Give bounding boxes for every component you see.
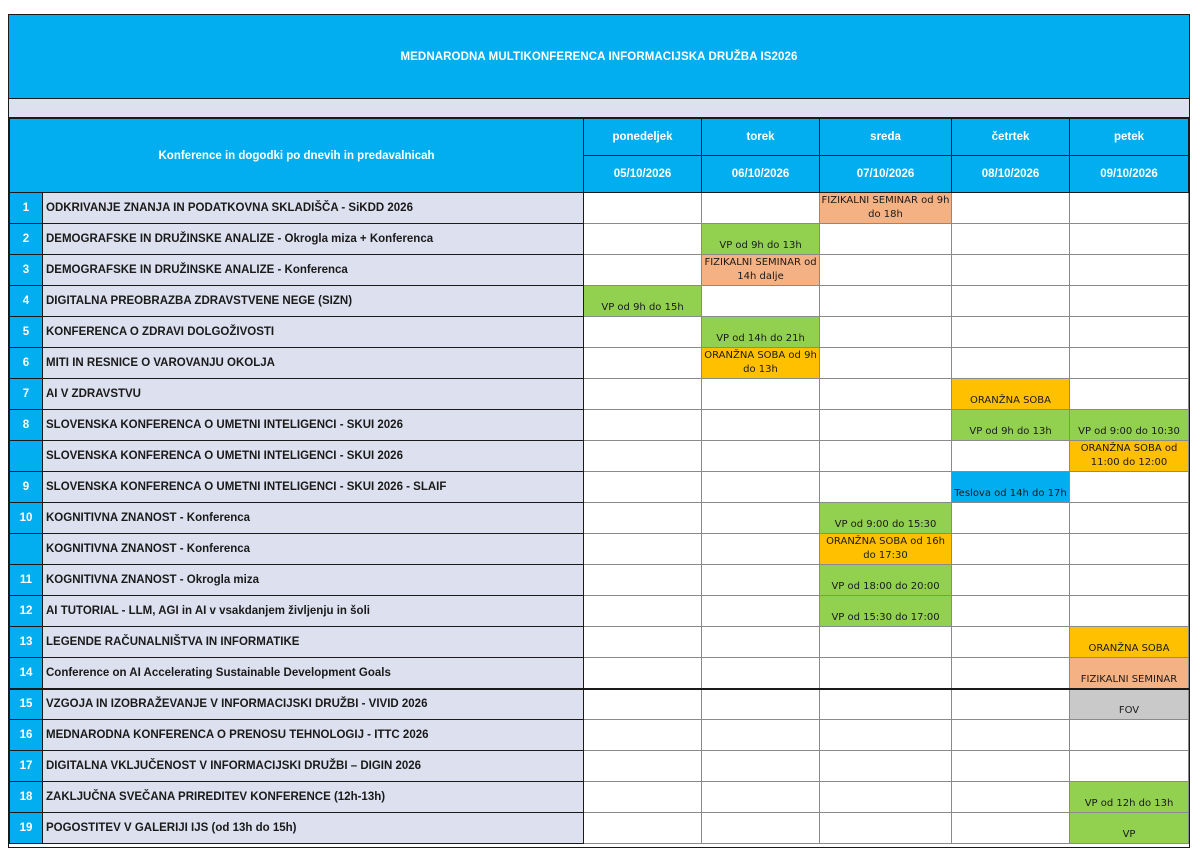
empty-slot [820, 782, 952, 813]
schedule-slot: FIZIKALNI SEMINAR od 14h dalje [702, 255, 820, 286]
empty-slot [702, 286, 820, 317]
day-date-tue: 06/10/2026 [702, 156, 820, 193]
table-row [10, 658, 1189, 689]
empty-slot [702, 441, 820, 472]
event-name: MITI IN RESNICE O VAROVANJU OKOLJA [43, 348, 584, 379]
row-number: 1 [10, 193, 43, 224]
table-row [10, 689, 1189, 720]
empty-slot [584, 255, 702, 286]
row-number: 13 [10, 627, 43, 658]
empty-slot [702, 751, 820, 782]
row-number [10, 441, 43, 472]
empty-slot [702, 503, 820, 534]
event-name: DIGITALNA PREOBRAZBA ZDRAVSTVENE NEGE (SIZN) [43, 286, 584, 317]
row-number: 14 [10, 658, 43, 689]
empty-slot [1070, 534, 1189, 565]
empty-slot [952, 255, 1070, 286]
row-number: 2 [10, 224, 43, 255]
schedule-slot: VP od 9h do 13h [952, 410, 1070, 441]
schedule-slot: VP od 9h do 15h [584, 286, 702, 317]
table-row [10, 348, 1189, 379]
empty-slot [1070, 255, 1189, 286]
table-header-label: Konference in dogodki po dnevih in predavalnicah [10, 119, 584, 193]
row-number: 9 [10, 472, 43, 503]
empty-slot [584, 627, 702, 658]
empty-slot [584, 689, 702, 720]
empty-slot [702, 720, 820, 751]
row-number: 17 [10, 751, 43, 782]
empty-slot [952, 751, 1070, 782]
empty-slot [702, 565, 820, 596]
empty-slot [1070, 751, 1189, 782]
row-number: 11 [10, 565, 43, 596]
empty-slot [820, 224, 952, 255]
empty-slot [584, 503, 702, 534]
schedule-slot: VP od 12h do 13h [1070, 782, 1189, 813]
event-name: SLOVENSKA KONFERENCA O UMETNI INTELIGENCI - SKUI 2026 [43, 410, 584, 441]
empty-slot [952, 565, 1070, 596]
empty-slot [952, 782, 1070, 813]
row-number: 7 [10, 379, 43, 410]
row-number: 19 [10, 813, 43, 844]
empty-slot [702, 658, 820, 689]
schedule-slot: FIZIKALNI SEMINAR od 9h do 18h [820, 193, 952, 224]
title-banner [9, 15, 1189, 99]
row-number: 15 [10, 689, 43, 720]
empty-slot [702, 534, 820, 565]
day-date-thu: 08/10/2026 [952, 156, 1070, 193]
schedule-slot: VP od 14h do 21h [702, 317, 820, 348]
empty-slot [952, 596, 1070, 627]
table-row [10, 317, 1189, 348]
row-number: 3 [10, 255, 43, 286]
empty-slot [820, 317, 952, 348]
empty-slot [820, 720, 952, 751]
empty-slot [1070, 348, 1189, 379]
empty-slot [584, 441, 702, 472]
empty-slot [1070, 503, 1189, 534]
schedule-slot: VP od 9:00 do 15:30 [820, 503, 952, 534]
empty-slot [820, 472, 952, 503]
schedule-slot: ORANŽNA SOBA od 11:00 do 12:00 [1070, 441, 1189, 472]
schedule-slot: ORANŽNA SOBA od 9h do 13h [702, 348, 820, 379]
empty-slot [584, 565, 702, 596]
table-row [10, 472, 1189, 503]
schedule-slot: ORANŽNA SOBA od 16h do 17:30 [820, 534, 952, 565]
empty-slot [584, 782, 702, 813]
empty-slot [584, 348, 702, 379]
schedule-sheet [8, 14, 1190, 848]
row-number: 10 [10, 503, 43, 534]
table-row [10, 286, 1189, 317]
empty-slot [702, 193, 820, 224]
day-date-wed: 07/10/2026 [820, 156, 952, 193]
event-name: AI TUTORIAL - LLM, AGI in AI v vsakdanjem življenju in šoli [43, 596, 584, 627]
event-name: DEMOGRAFSKE IN DRUŽINSKE ANALIZE - Konferenca [43, 255, 584, 286]
empty-slot [584, 658, 702, 689]
empty-slot [584, 751, 702, 782]
empty-slot [702, 379, 820, 410]
page-title: MEDNARODNA MULTIKONFERENCA INFORMACIJSKA DRUŽBA IS2026 [400, 50, 798, 63]
event-name: Conference on AI Accelerating Sustainable Development Goals [43, 658, 584, 689]
empty-slot [820, 751, 952, 782]
empty-slot [584, 596, 702, 627]
schedule-slot: VP [1070, 813, 1189, 844]
empty-slot [820, 348, 952, 379]
event-name: VZGOJA IN IZOBRAŽEVANJE V INFORMACIJSKI DRUŽBI - VIVID 2026 [43, 689, 584, 720]
empty-slot [1070, 472, 1189, 503]
empty-slot [584, 410, 702, 441]
empty-slot [1070, 224, 1189, 255]
empty-slot [1070, 720, 1189, 751]
empty-slot [584, 317, 702, 348]
schedule-slot: FIZIKALNI SEMINAR [1070, 658, 1189, 689]
schedule-slot: Teslova od 14h do 17h [952, 472, 1070, 503]
empty-slot [820, 379, 952, 410]
schedule-slot: ORANŽNA SOBA [1070, 627, 1189, 658]
empty-slot [702, 813, 820, 844]
empty-slot [702, 410, 820, 441]
event-name: KOGNITIVNA ZNANOST - Konferenca [43, 503, 584, 534]
table-row [10, 193, 1189, 224]
empty-slot [584, 813, 702, 844]
row-number: 4 [10, 286, 43, 317]
day-name-tue: torek [702, 119, 820, 156]
empty-slot [820, 410, 952, 441]
empty-slot [702, 782, 820, 813]
day-date-fri: 09/10/2026 [1070, 156, 1189, 193]
table-row [10, 379, 1189, 410]
day-name-fri: petek [1070, 119, 1189, 156]
day-name-thu: četrtek [952, 119, 1070, 156]
empty-slot [820, 255, 952, 286]
empty-slot [952, 689, 1070, 720]
empty-slot [952, 720, 1070, 751]
schedule-slot: VP od 9h do 13h [702, 224, 820, 255]
empty-slot [584, 224, 702, 255]
day-name-mon: ponedeljek [584, 119, 702, 156]
event-name: SLOVENSKA KONFERENCA O UMETNI INTELIGENCI - SKUI 2026 [43, 441, 584, 472]
event-name: DEMOGRAFSKE IN DRUŽINSKE ANALIZE - Okrogla miza + Konferenca [43, 224, 584, 255]
empty-slot [702, 627, 820, 658]
table-row [10, 534, 1189, 565]
empty-slot [820, 689, 952, 720]
empty-slot [1070, 596, 1189, 627]
empty-slot [952, 441, 1070, 472]
table-row [10, 503, 1189, 534]
day-date-mon: 05/10/2026 [584, 156, 702, 193]
row-number: 8 [10, 410, 43, 441]
empty-slot [952, 286, 1070, 317]
row-number: 6 [10, 348, 43, 379]
empty-slot [702, 596, 820, 627]
empty-slot [820, 441, 952, 472]
empty-slot [820, 286, 952, 317]
table-row [10, 813, 1189, 844]
empty-slot [952, 348, 1070, 379]
empty-slot [952, 658, 1070, 689]
empty-slot [952, 813, 1070, 844]
event-name: KONFERENCA O ZDRAVI DOLGOŽIVOSTI [43, 317, 584, 348]
empty-slot [952, 317, 1070, 348]
row-number: 18 [10, 782, 43, 813]
empty-slot [584, 534, 702, 565]
empty-slot [952, 193, 1070, 224]
event-name: SLOVENSKA KONFERENCA O UMETNI INTELIGENCI - SKUI 2026 - SLAIF [43, 472, 584, 503]
row-number: 5 [10, 317, 43, 348]
event-name: DIGITALNA VKLJUČENOST V INFORMACIJSKI DRUŽBI – DIGIN 2026 [43, 751, 584, 782]
empty-slot [702, 689, 820, 720]
row-number: 12 [10, 596, 43, 627]
empty-slot [1070, 193, 1189, 224]
spacer-band [9, 99, 1189, 118]
schedule-slot: VP od 9:00 do 10:30 [1070, 410, 1189, 441]
schedule-slot: VP od 15:30 do 17:00 [820, 596, 952, 627]
schedule-slot: VP od 18:00 do 20:00 [820, 565, 952, 596]
table-row [10, 751, 1189, 782]
empty-slot [820, 813, 952, 844]
event-name: ZAKLJUČNA SVEČANA PRIREDITEV KONFERENCE (12h-13h) [43, 782, 584, 813]
schedule-body [10, 193, 1189, 844]
event-name: LEGENDE RAČUNALNIŠTVA IN INFORMATIKE [43, 627, 584, 658]
empty-slot [1070, 379, 1189, 410]
table-row [10, 410, 1189, 441]
empty-slot [952, 534, 1070, 565]
empty-slot [1070, 565, 1189, 596]
row-number [10, 534, 43, 565]
table-row [10, 627, 1189, 658]
schedule-slot: FOV [1070, 689, 1189, 720]
event-name: KOGNITIVNA ZNANOST - Konferenca [43, 534, 584, 565]
empty-slot [820, 658, 952, 689]
table-row [10, 565, 1189, 596]
event-name: KOGNITIVNA ZNANOST - Okrogla miza [43, 565, 584, 596]
row-number: 16 [10, 720, 43, 751]
table-row [10, 255, 1189, 286]
event-name: AI V ZDRAVSTVU [43, 379, 584, 410]
event-name: ODKRIVANJE ZNANJA IN PODATKOVNA SKLADIŠČA - SiKDD 2026 [43, 193, 584, 224]
event-name: POGOSTITEV V GALERIJI IJS (od 13h do 15h) [43, 813, 584, 844]
table-row [10, 441, 1189, 472]
empty-slot [820, 627, 952, 658]
empty-slot [584, 379, 702, 410]
empty-slot [952, 627, 1070, 658]
day-name-wed: sreda [820, 119, 952, 156]
table-row [10, 224, 1189, 255]
empty-slot [584, 193, 702, 224]
schedule-slot: ORANŽNA SOBA [952, 379, 1070, 410]
empty-slot [952, 224, 1070, 255]
empty-slot [702, 472, 820, 503]
table-row [10, 720, 1189, 751]
empty-slot [584, 720, 702, 751]
table-row [10, 782, 1189, 813]
empty-slot [952, 503, 1070, 534]
event-name: MEDNARODNA KONFERENCA O PRENOSU TEHNOLOGIJ - ITTC 2026 [43, 720, 584, 751]
empty-slot [1070, 286, 1189, 317]
empty-slot [1070, 317, 1189, 348]
table-row [10, 596, 1189, 627]
empty-slot [584, 472, 702, 503]
schedule-table [9, 118, 1189, 844]
